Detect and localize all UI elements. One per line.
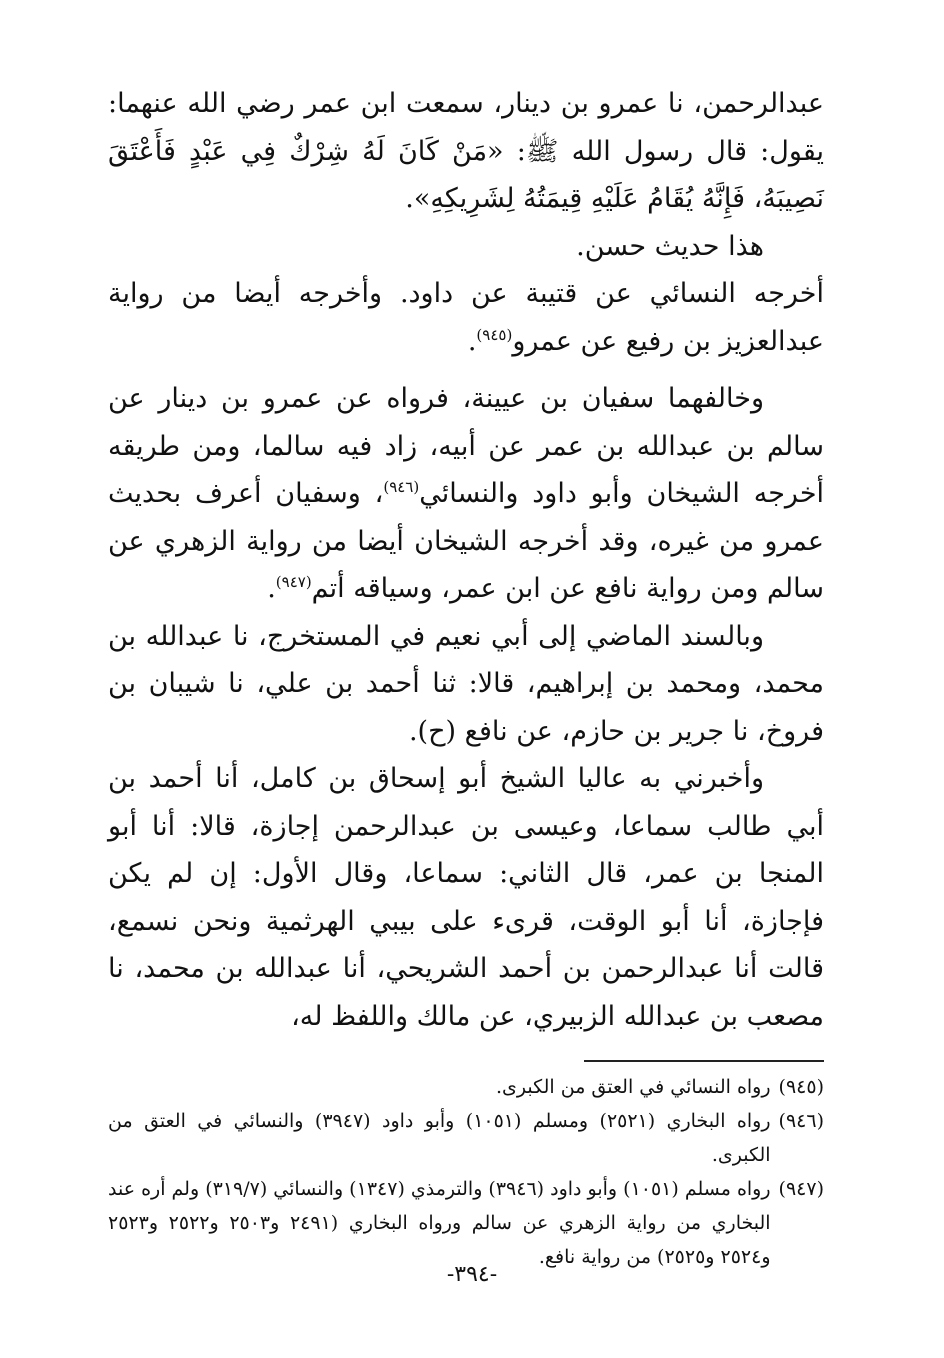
main-text: [108, 80, 824, 1040]
sufyan-text-b: ، وسفيان أعرف بحديث عمرو من غيره، وقد أخرجه الشيخان أيضا من رواية الزهري عن سالم ومن رواية نافع عن ابن عمر، وسياقه أتم: [108, 478, 824, 604]
footnote-text: رواه النسائي في العتق من الكبرى.: [496, 1076, 771, 1098]
period: .: [267, 573, 276, 604]
paragraph-hadith: عبدالرحمن، نا عمرو بن دينار، سمعت ابن عمر رضي الله عنهما: يقول: قال رسول الله ﷺ: «مَنْ كَانَ لَهُ شِرْكٌ فِي عَبْدٍ فَأَعْتَقَ نَصِيبَهُ، فَإِنَّهُ يُقَامُ عَلَيْهِ قِيمَتُهُ لِشَرِيكِهِ».: [108, 88, 824, 214]
footnote-ref-946[interactable]: (٩٤٦): [383, 478, 420, 496]
footnote-946: [108, 1104, 824, 1172]
footnotes: [108, 1070, 824, 1274]
paragraph-isnad-1: وبالسند الماضي إلى أبي نعيم في المستخرج، نا عبدالله بن محمد، ومحمد بن إبراهيم، قالا: ثنا أحمد بن علي، نا شيبان بن فروخ، نا جرير بن حازم، عن نافع (ح).: [108, 620, 824, 747]
footnote-number: (٩٤٦): [778, 1110, 824, 1132]
footnote-text: رواه مسلم (١٠٥١) وأبو داود (٣٩٤٦) والترمذي (١٣٤٧) والنسائي (٣١٩/٧) ولم أره عند البخاري من رواية الزهري عن سالم ورواه البخاري (٢٤٩١ و٢٥٠٣ و٢٥٢٢ و٢٥٢٣ و٢٥٢٤ و٢٥٢٥) من رواية نافع.: [108, 1178, 771, 1268]
paragraph-grading: هذا حديث حسن.: [576, 230, 764, 262]
period: .: [467, 325, 477, 357]
paragraph-sufyan: [108, 375, 824, 613]
page-number: -٣٩٤-: [446, 1262, 498, 1287]
footnote-number: (٩٤٧): [778, 1178, 824, 1200]
sufyan-text-a: وخالفهما سفيان بن عيينة، فرواه عن عمرو بن دينار عن سالم بن عبدالله بن عمر عن أبيه، زاد فيه سالما، ومن طريقه أخرجه الشيخان وأبو داود والنسائي: [108, 383, 825, 509]
footnote-ref-947[interactable]: (٩٤٧): [275, 573, 312, 591]
footnote-947: [108, 1172, 824, 1274]
footnote-945: [108, 1070, 824, 1104]
paragraph-isnad-2: وأخبرني به عاليا الشيخ أبو إسحاق بن كامل، أنا أحمد بن أبي طالب سماعا، وعيسى بن عبدالرحمن إجازة، قالا: أنا أبو المنجا بن عمر، قال الثاني: سماعا، وقال الأول: إن لم يكن فإجازة، أنا أبو الوقت، قرىء على بيبي الهرثمية ونحن نسمع، قالت أنا عبدالرحمن بن أحمد الشريحي، أنا عبدالله بن محمد، نا مصعب بن عبدالله الزبيري، عن مالك واللفظ له،: [108, 763, 824, 1032]
footnote-divider: [584, 1060, 824, 1062]
takhrij-text: أخرجه النسائي عن قتيبة عن داود. وأخرجه أيضا من رواية عبدالعزيز بن رفيع عن عمرو: [108, 278, 824, 357]
footnote-text: رواه البخاري (٢٥٢١) ومسلم (١٠٥١) وأبو داود (٣٩٤٧) والنسائي في العتق من الكبرى.: [108, 1110, 771, 1166]
footnote-ref-945[interactable]: (٩٤٥): [476, 325, 513, 344]
footnote-number: (٩٤٥): [778, 1076, 824, 1098]
paragraph-takhrij: [108, 270, 824, 365]
